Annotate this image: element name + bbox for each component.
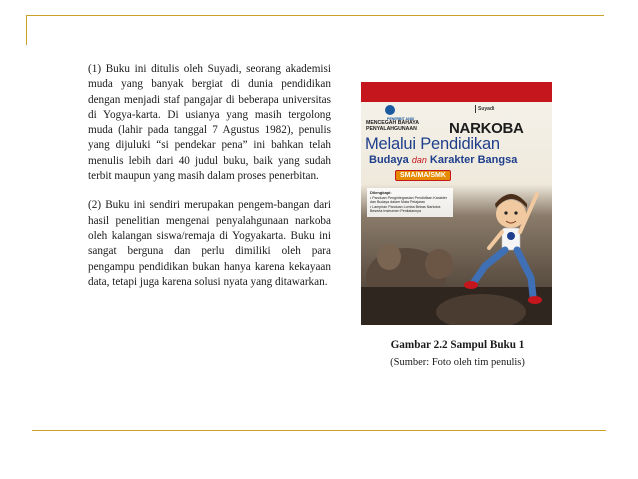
cover-title-line1a: MENCEGAH BAHAYA (366, 120, 419, 126)
cover-title-dan: dan (411, 155, 427, 165)
top-rule (26, 15, 604, 16)
cover-title-narkoba: NARKOBA (449, 120, 524, 137)
book-cover (361, 82, 552, 325)
publisher-logo-icon (385, 105, 395, 115)
cover-box-item-2: • Lampiran Panduan Lomba Bebas Narkoba Beserta Instrumen Penilaiannya (370, 204, 441, 214)
top-tick (26, 15, 27, 45)
publisher-name: PENERBIT ANDI (387, 117, 415, 121)
paragraph-1: (1) Buku ini ditulis oleh Suyadi, seorang akademisi muda yang banyak bergiat di dunia pendidikan dengan menjadi staf pangajar di beberapa universitas di Yogya-karta. Di usianya yang masih tergolong muda (lahir pada tanggal 7 Agustus 1982), penulis yang dijuluki “si pendekar pena” ini bahkan telah menulis lebih dari 40 judul buku, baik yang sudah terbit maupun yang masih dalam proses penerbitan. (88, 63, 331, 183)
cover-title-budaya: Budaya (369, 154, 409, 166)
caption-title: Gambar 2.2 Sampul Buku 1 (390, 339, 525, 351)
cover-title-line1b: PENYALAHGUNAAN (366, 125, 417, 132)
figure-caption (361, 339, 554, 368)
cover-box-heading: Dilengkapi: (370, 190, 392, 195)
body-text (88, 62, 331, 304)
cover-level-badge: SMA/MA/SMK (395, 170, 451, 181)
cover-box-item-1: • Panduan Pengintegrasian Pendidikan Karakter dan Budaya dalam Mata Pelajaran (370, 195, 447, 205)
cover-info-box (367, 188, 453, 217)
paragraph-2: (2) Buku ini sendiri merupakan pengem-bangan dari hasil penelitian mengenai penyalahgunaan narkoba oleh kalangan siswa/remaja di Yogyakarta. Buku ini sangat berguna dan perlu dimiliki oleh para pengampu pendidikan bukan hanya karena kekayaan data, tetapi juga karena solusi nyata yang ditawarkan. (88, 199, 331, 288)
caption-source: (Sumber: Foto oleh tim penulis) (390, 357, 525, 368)
author-divider (475, 105, 476, 113)
cover-title-karakter: Karakter Bangsa (429, 154, 518, 166)
cover-title-line3 (369, 154, 517, 166)
cover-title-prefix (366, 121, 419, 132)
cover-author: Suyadi (478, 106, 495, 112)
bottom-rule (32, 430, 606, 431)
cover-title-line2: Melalui Pendidikan (365, 135, 500, 153)
